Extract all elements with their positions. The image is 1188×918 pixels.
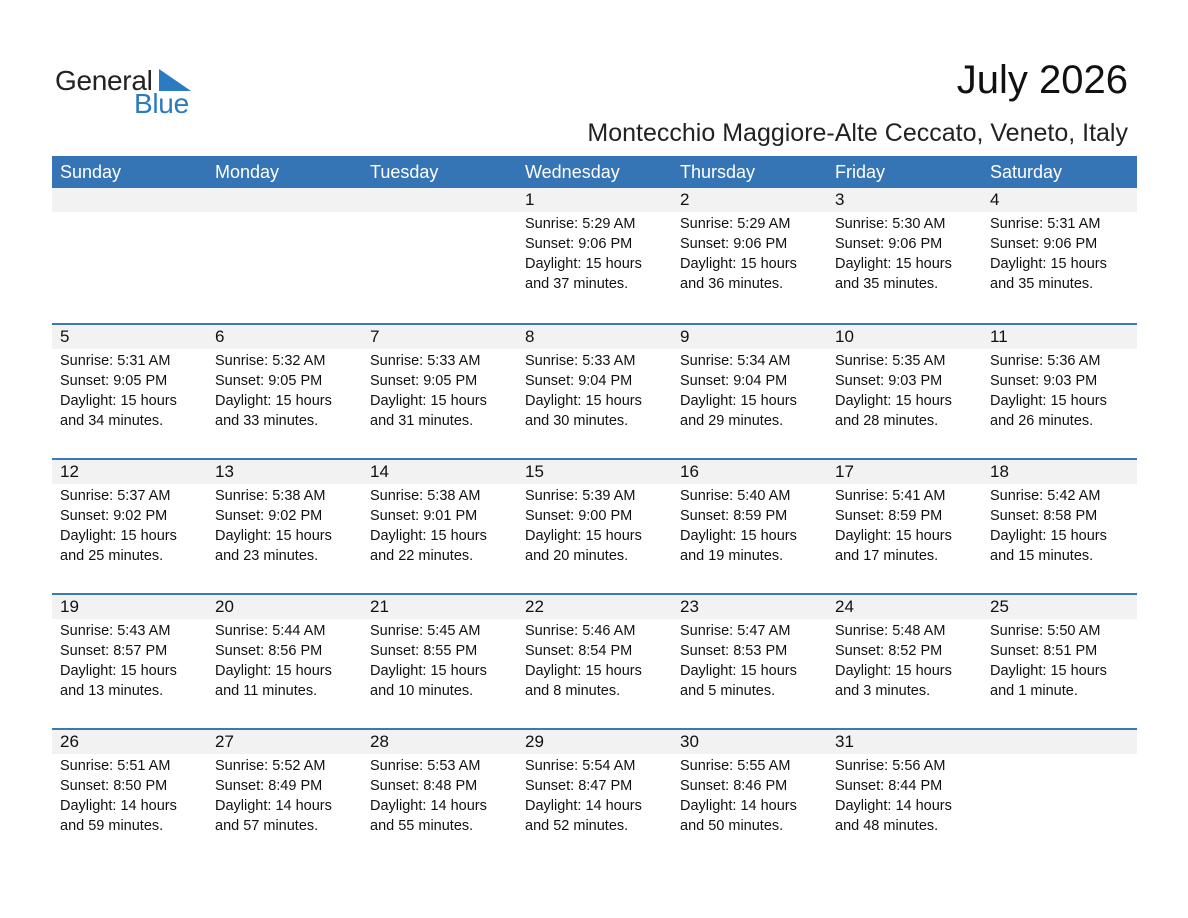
weekday-wednesday: Wednesday	[525, 162, 620, 182]
day-cell	[517, 460, 672, 593]
daylight-minutes-text: and 20 minutes.	[525, 548, 629, 564]
day-cell	[982, 595, 1137, 728]
weekday-header-row	[52, 156, 1137, 188]
day-number: 2	[680, 190, 690, 209]
day-cell	[672, 730, 827, 863]
sunrise-text: Sunrise: 5:42 AM	[990, 488, 1101, 504]
day-number: 27	[215, 732, 234, 751]
day-sun-info	[835, 214, 982, 294]
day-number: 20	[215, 597, 234, 616]
sunset-text: Sunset: 9:04 PM	[680, 373, 788, 389]
day-sun-info	[525, 756, 672, 836]
daylight-hours-text: Daylight: 15 hours	[370, 663, 487, 679]
daylight-hours-text: Daylight: 15 hours	[990, 393, 1107, 409]
sunset-text: Sunset: 8:51 PM	[990, 643, 1098, 659]
daylight-minutes-text: and 29 minutes.	[680, 413, 784, 429]
daylight-minutes-text: and 23 minutes.	[215, 548, 319, 564]
day-number: 19	[60, 597, 79, 616]
week-row	[52, 323, 1137, 458]
daylight-minutes-text: and 31 minutes.	[370, 413, 474, 429]
week-cells	[52, 460, 1137, 593]
week-cells	[52, 188, 1137, 323]
day-sun-info	[525, 621, 672, 701]
sunrise-text: Sunrise: 5:31 AM	[60, 353, 171, 369]
sunset-text: Sunset: 8:53 PM	[680, 643, 788, 659]
sunset-text: Sunset: 9:06 PM	[680, 236, 788, 252]
daylight-hours-text: Daylight: 15 hours	[680, 393, 797, 409]
day-number: 17	[835, 462, 854, 481]
sunset-text: Sunset: 9:00 PM	[525, 508, 633, 524]
empty-day-cell	[52, 188, 207, 323]
sunrise-text: Sunrise: 5:34 AM	[680, 353, 791, 369]
daylight-minutes-text: and 28 minutes.	[835, 413, 939, 429]
sunset-text: Sunset: 8:44 PM	[835, 778, 943, 794]
day-number: 3	[835, 190, 845, 209]
day-cell	[827, 325, 982, 458]
day-number: 22	[525, 597, 544, 616]
day-number: 16	[680, 462, 699, 481]
sunset-text: Sunset: 8:55 PM	[370, 643, 478, 659]
daylight-minutes-text: and 17 minutes.	[835, 548, 939, 564]
day-cell	[517, 595, 672, 728]
day-cell	[517, 325, 672, 458]
daylight-hours-text: Daylight: 15 hours	[835, 663, 952, 679]
daylight-hours-text: Daylight: 15 hours	[680, 663, 797, 679]
day-number: 26	[60, 732, 79, 751]
daylight-minutes-text: and 8 minutes.	[525, 683, 621, 699]
sunset-text: Sunset: 9:04 PM	[525, 373, 633, 389]
day-number: 23	[680, 597, 699, 616]
day-number: 11	[990, 327, 1008, 346]
sunset-text: Sunset: 9:03 PM	[835, 373, 943, 389]
sunrise-text: Sunrise: 5:29 AM	[680, 216, 791, 232]
daylight-minutes-text: and 52 minutes.	[525, 818, 629, 834]
daylight-hours-text: Daylight: 15 hours	[525, 393, 642, 409]
empty-day-cell	[362, 188, 517, 323]
day-number: 12	[60, 462, 79, 481]
daylight-hours-text: Daylight: 15 hours	[370, 393, 487, 409]
sunset-text: Sunset: 8:59 PM	[680, 508, 788, 524]
day-sun-info	[215, 351, 362, 431]
weeks-container	[52, 188, 1137, 863]
day-number: 13	[215, 462, 234, 481]
daylight-minutes-text: and 50 minutes.	[680, 818, 784, 834]
day-sun-info	[215, 486, 362, 566]
daylight-minutes-text: and 26 minutes.	[990, 413, 1094, 429]
day-sun-info	[525, 351, 672, 431]
day-cell	[207, 730, 362, 863]
calendar	[52, 156, 1137, 863]
day-cell	[672, 460, 827, 593]
daylight-hours-text: Daylight: 15 hours	[215, 393, 332, 409]
day-sun-info	[835, 351, 982, 431]
day-cell	[52, 325, 207, 458]
sunset-text: Sunset: 9:06 PM	[835, 236, 943, 252]
daylight-hours-text: Daylight: 15 hours	[525, 256, 642, 272]
sunset-text: Sunset: 9:05 PM	[60, 373, 168, 389]
weekday-sunday: Sunday	[60, 162, 122, 182]
day-cell	[517, 730, 672, 863]
day-cell	[207, 460, 362, 593]
day-cell	[362, 325, 517, 458]
day-sun-info	[370, 486, 517, 566]
daylight-hours-text: Daylight: 15 hours	[215, 528, 332, 544]
day-sun-info	[990, 214, 1137, 294]
daylight-minutes-text: and 19 minutes.	[680, 548, 784, 564]
empty-day-cell	[982, 730, 1137, 863]
day-cell	[672, 188, 827, 323]
daylight-hours-text: Daylight: 15 hours	[525, 528, 642, 544]
day-sun-info	[60, 756, 207, 836]
daylight-minutes-text: and 33 minutes.	[215, 413, 319, 429]
day-sun-info	[525, 486, 672, 566]
day-cell	[207, 595, 362, 728]
daylight-minutes-text: and 35 minutes.	[835, 276, 939, 292]
day-sun-info	[835, 486, 982, 566]
day-sun-info	[60, 486, 207, 566]
day-number: 21	[370, 597, 389, 616]
daylight-hours-text: Daylight: 14 hours	[370, 798, 487, 814]
weekday-monday: Monday	[215, 162, 280, 182]
day-sun-info	[370, 756, 517, 836]
daylight-hours-text: Daylight: 15 hours	[835, 528, 952, 544]
sunrise-text: Sunrise: 5:46 AM	[525, 623, 636, 639]
day-cell	[362, 460, 517, 593]
daylight-minutes-text: and 11 minutes.	[215, 683, 318, 699]
daylight-hours-text: Daylight: 15 hours	[680, 256, 797, 272]
daylight-hours-text: Daylight: 15 hours	[60, 663, 177, 679]
week-row	[52, 728, 1137, 863]
day-sun-info	[215, 756, 362, 836]
day-cell	[672, 595, 827, 728]
daylight-hours-text: Daylight: 15 hours	[370, 528, 487, 544]
sunset-text: Sunset: 8:58 PM	[990, 508, 1098, 524]
week-row	[52, 188, 1137, 323]
day-cell	[982, 188, 1137, 323]
day-number: 8	[525, 327, 535, 346]
logo-word-blue: Blue	[134, 88, 189, 119]
day-sun-info	[680, 351, 827, 431]
daylight-minutes-text: and 35 minutes.	[990, 276, 1094, 292]
day-number: 6	[215, 327, 225, 346]
day-number: 31	[835, 732, 854, 751]
logo-word-general: General	[55, 65, 153, 96]
day-cell	[362, 595, 517, 728]
daylight-hours-text: Daylight: 15 hours	[525, 663, 642, 679]
daylight-minutes-text: and 30 minutes.	[525, 413, 629, 429]
daylight-hours-text: Daylight: 14 hours	[525, 798, 642, 814]
week-row	[52, 593, 1137, 728]
sunset-text: Sunset: 9:05 PM	[215, 373, 323, 389]
daylight-minutes-text: and 10 minutes.	[370, 683, 474, 699]
day-number: 4	[990, 190, 1000, 209]
day-number: 9	[680, 327, 690, 346]
weekday-tuesday: Tuesday	[370, 162, 439, 182]
day-number: 7	[370, 327, 380, 346]
day-cell	[52, 730, 207, 863]
day-number: 30	[680, 732, 699, 751]
sunrise-text: Sunrise: 5:55 AM	[680, 758, 791, 774]
day-cell	[827, 730, 982, 863]
sunrise-text: Sunrise: 5:53 AM	[370, 758, 481, 774]
daylight-minutes-text: and 25 minutes.	[60, 548, 164, 564]
sunrise-text: Sunrise: 5:44 AM	[215, 623, 326, 639]
weekday-friday: Friday	[835, 162, 886, 182]
sunset-text: Sunset: 9:02 PM	[60, 508, 168, 524]
day-sun-info	[990, 621, 1137, 701]
day-sun-info	[990, 486, 1137, 566]
sunrise-text: Sunrise: 5:33 AM	[370, 353, 481, 369]
sunset-text: Sunset: 9:06 PM	[990, 236, 1098, 252]
sunset-text: Sunset: 8:50 PM	[60, 778, 168, 794]
daylight-minutes-text: and 13 minutes.	[60, 683, 164, 699]
day-cell	[207, 325, 362, 458]
day-cell	[517, 188, 672, 323]
daylight-hours-text: Daylight: 15 hours	[990, 256, 1107, 272]
daylight-minutes-text: and 22 minutes.	[370, 548, 474, 564]
sunrise-text: Sunrise: 5:43 AM	[60, 623, 171, 639]
day-cell	[827, 595, 982, 728]
day-sun-info	[525, 214, 672, 294]
sunrise-text: Sunrise: 5:51 AM	[60, 758, 171, 774]
daylight-hours-text: Daylight: 15 hours	[680, 528, 797, 544]
sunrise-text: Sunrise: 5:54 AM	[525, 758, 636, 774]
daylight-minutes-text: and 34 minutes.	[60, 413, 164, 429]
day-cell	[52, 460, 207, 593]
page-title: July 2026	[956, 58, 1128, 102]
day-sun-info	[370, 351, 517, 431]
daylight-minutes-text: and 36 minutes.	[680, 276, 784, 292]
day-cell	[827, 460, 982, 593]
daylight-minutes-text: and 48 minutes.	[835, 818, 939, 834]
sunrise-text: Sunrise: 5:41 AM	[835, 488, 946, 504]
sunset-text: Sunset: 9:02 PM	[215, 508, 323, 524]
day-cell	[982, 325, 1137, 458]
sunset-text: Sunset: 9:01 PM	[370, 508, 478, 524]
sunset-text: Sunset: 8:59 PM	[835, 508, 943, 524]
sunset-text: Sunset: 8:47 PM	[525, 778, 633, 794]
day-number: 18	[990, 462, 1009, 481]
logo	[55, 64, 205, 120]
week-row	[52, 458, 1137, 593]
day-sun-info	[680, 621, 827, 701]
day-cell	[672, 325, 827, 458]
sunrise-text: Sunrise: 5:38 AM	[370, 488, 481, 504]
day-sun-info	[990, 351, 1137, 431]
daylight-hours-text: Daylight: 15 hours	[835, 256, 952, 272]
sunset-text: Sunset: 8:49 PM	[215, 778, 323, 794]
daylight-minutes-text: and 15 minutes.	[990, 548, 1094, 564]
sunset-text: Sunset: 8:46 PM	[680, 778, 788, 794]
sunrise-text: Sunrise: 5:45 AM	[370, 623, 481, 639]
sunrise-text: Sunrise: 5:38 AM	[215, 488, 326, 504]
sunset-text: Sunset: 9:06 PM	[525, 236, 633, 252]
day-number: 5	[60, 327, 70, 346]
daylight-minutes-text: and 59 minutes.	[60, 818, 164, 834]
daylight-hours-text: Daylight: 15 hours	[60, 528, 177, 544]
sunrise-text: Sunrise: 5:36 AM	[990, 353, 1101, 369]
sunset-text: Sunset: 8:56 PM	[215, 643, 323, 659]
day-number: 25	[990, 597, 1009, 616]
day-cell	[982, 460, 1137, 593]
sunrise-text: Sunrise: 5:39 AM	[525, 488, 636, 504]
day-number: 10	[835, 327, 854, 346]
sunrise-text: Sunrise: 5:47 AM	[680, 623, 791, 639]
day-number: 29	[525, 732, 544, 751]
day-sun-info	[835, 756, 982, 836]
day-sun-info	[680, 756, 827, 836]
daylight-hours-text: Daylight: 15 hours	[215, 663, 332, 679]
sunset-text: Sunset: 9:05 PM	[370, 373, 478, 389]
daylight-minutes-text: and 55 minutes.	[370, 818, 474, 834]
day-number: 1	[525, 190, 535, 209]
sunrise-text: Sunrise: 5:32 AM	[215, 353, 326, 369]
sunrise-text: Sunrise: 5:30 AM	[835, 216, 946, 232]
weekday-thursday: Thursday	[680, 162, 756, 182]
location-subtitle: Montecchio Maggiore-Alte Ceccato, Veneto, Italy	[587, 119, 1128, 147]
day-number: 14	[370, 462, 389, 481]
daylight-hours-text: Daylight: 15 hours	[60, 393, 177, 409]
day-number: 15	[525, 462, 544, 481]
daylight-hours-text: Daylight: 14 hours	[215, 798, 332, 814]
sunrise-text: Sunrise: 5:35 AM	[835, 353, 946, 369]
daylight-minutes-text: and 5 minutes.	[680, 683, 776, 699]
daylight-minutes-text: and 1 minute.	[990, 683, 1078, 699]
daylight-minutes-text: and 37 minutes.	[525, 276, 629, 292]
sunrise-text: Sunrise: 5:33 AM	[525, 353, 636, 369]
day-cell	[362, 730, 517, 863]
sunset-text: Sunset: 8:48 PM	[370, 778, 478, 794]
day-number: 24	[835, 597, 854, 616]
daylight-hours-text: Daylight: 14 hours	[60, 798, 177, 814]
sunrise-text: Sunrise: 5:48 AM	[835, 623, 946, 639]
daylight-minutes-text: and 57 minutes.	[215, 818, 319, 834]
daylight-minutes-text: and 3 minutes.	[835, 683, 931, 699]
day-sun-info	[370, 621, 517, 701]
sunrise-text: Sunrise: 5:31 AM	[990, 216, 1101, 232]
day-sun-info	[680, 486, 827, 566]
sunrise-text: Sunrise: 5:50 AM	[990, 623, 1101, 639]
sunset-text: Sunset: 8:54 PM	[525, 643, 633, 659]
sunrise-text: Sunrise: 5:56 AM	[835, 758, 946, 774]
day-sun-info	[215, 621, 362, 701]
daylight-hours-text: Daylight: 14 hours	[680, 798, 797, 814]
week-cells	[52, 325, 1137, 458]
day-cell	[827, 188, 982, 323]
week-cells	[52, 595, 1137, 728]
sunset-text: Sunset: 8:57 PM	[60, 643, 168, 659]
day-sun-info	[60, 351, 207, 431]
sunset-text: Sunset: 8:52 PM	[835, 643, 943, 659]
daylight-hours-text: Daylight: 14 hours	[835, 798, 952, 814]
day-sun-info	[60, 621, 207, 701]
week-cells	[52, 730, 1137, 863]
weekday-saturday: Saturday	[990, 162, 1063, 182]
daylight-hours-text: Daylight: 15 hours	[835, 393, 952, 409]
daylight-hours-text: Daylight: 15 hours	[990, 663, 1107, 679]
day-number: 28	[370, 732, 389, 751]
sunset-text: Sunset: 9:03 PM	[990, 373, 1098, 389]
day-sun-info	[680, 214, 827, 294]
sunrise-text: Sunrise: 5:29 AM	[525, 216, 636, 232]
sunrise-text: Sunrise: 5:52 AM	[215, 758, 326, 774]
daylight-hours-text: Daylight: 15 hours	[990, 528, 1107, 544]
sunrise-text: Sunrise: 5:37 AM	[60, 488, 171, 504]
day-sun-info	[835, 621, 982, 701]
day-cell	[52, 595, 207, 728]
sunrise-text: Sunrise: 5:40 AM	[680, 488, 791, 504]
empty-day-cell	[207, 188, 362, 323]
